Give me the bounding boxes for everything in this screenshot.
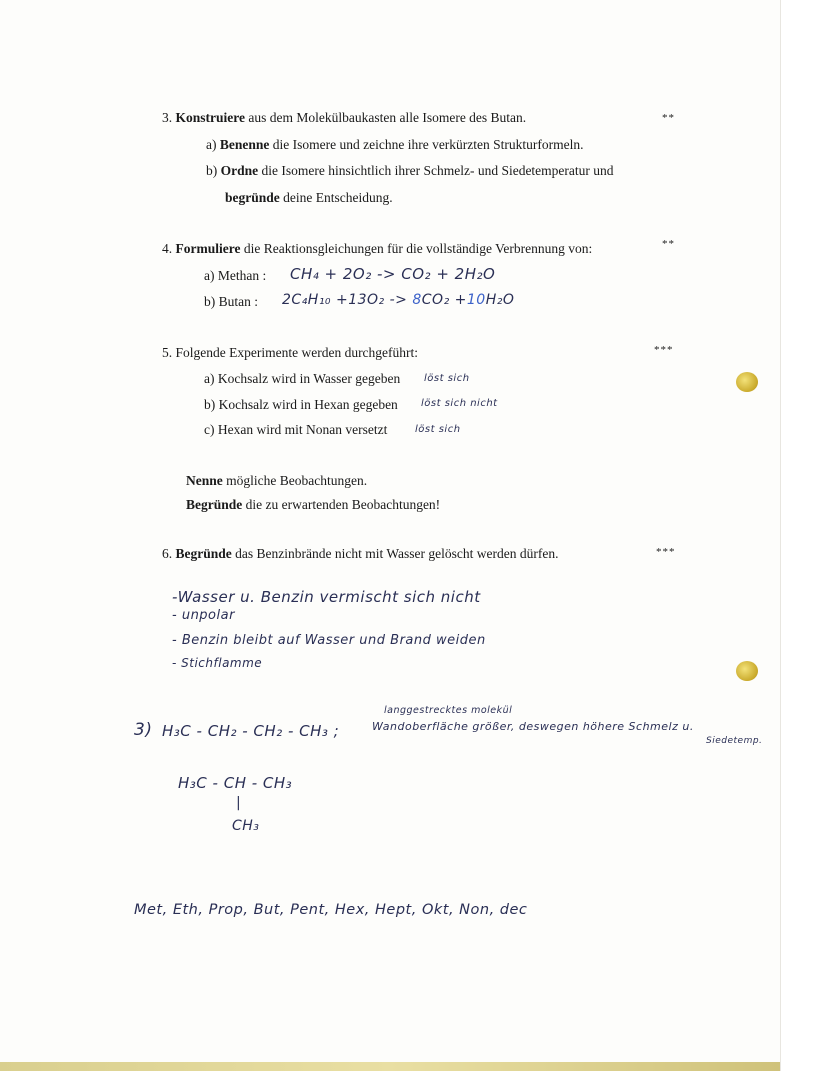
task-3-heading: 3. Konstruiere aus dem Molekülbaukasten alle Isomere des Butan. [162,110,527,125]
task-6-answer-line-2: - unpolar [172,608,235,623]
task-4a-handwritten-answer: CH₄ + 2O₂ -> CO₂ + 2H₂O [290,265,496,283]
task-3-difficulty: ** [662,112,675,124]
task-5a: a) Kochsalz wird in Wasser gegeben [204,371,401,386]
answer-3-bond: | [236,795,242,811]
task-4b-label: b) Butan : [204,294,258,309]
answer-3-isobutane-formula: H₃C - CH - CH₃ [178,774,293,792]
alkane-prefix-list: Met, Eth, Prop, But, Pent, Hex, Hept, Okt, Non, dec [134,902,528,918]
page-bottom-edge [0,1062,780,1071]
answer-3-note-end: Siedetemp. [706,736,763,746]
binder-hole [736,661,758,681]
answer-3-branch: CH₃ [232,818,260,834]
task-5c-handwritten-answer: löst sich [415,424,461,435]
task-3b-continued: begründe deine Entscheidung. [225,190,393,205]
task-5-heading: 5. Folgende Experimente werden durchgeführt: [162,345,419,360]
task-4b-handwritten-answer: 2C₄H₁₀ +13O₂ -> 8CO₂ +10H₂O [282,292,515,308]
task-5b: b) Kochsalz wird in Hexan gegeben [204,397,398,412]
page-edge [780,0,828,1071]
task-6-answer-line-4: - Stichflamme [172,656,263,670]
task-4a-label: a) Methan : [204,268,267,283]
task-5-difficulty: *** [654,344,674,356]
task-6-answer-line-3: - Benzin bleibt auf Wasser und Brand weiden [172,633,486,648]
task-3a: a) Benenne die Isomere und zeichne ihre verkürzten Strukturformeln. [206,137,584,152]
task-5-begruende: Begründe die zu erwartenden Beobachtungen! [186,497,441,512]
task-6-answer-line-1: -Wasser u. Benzin vermischt sich nicht [172,588,481,606]
answer-3-note-top: langgestrecktes molekül [384,705,513,716]
task-5-nenne: Nenne mögliche Beobachtungen. [186,473,368,488]
task-5b-handwritten-answer: löst sich nicht [421,398,498,409]
answer-3-note: Wandoberfläche größer, deswegen höhere Schmelz u. [372,720,694,733]
task-4-heading: 4. Formuliere die Reaktionsgleichungen für die vollständige Verbrennung von: [162,241,593,256]
task-6-heading: 6. Begründe das Benzinbrände nicht mit Wasser gelöscht werden dürfen. [162,546,559,561]
task-3b: b) Ordne die Isomere hinsichtlich ihrer Schmelz- und Siedetemperatur und [206,163,614,178]
binder-hole [736,372,758,392]
answer-3-label: 3) [134,720,153,740]
task-4-difficulty: ** [662,238,675,250]
task-5c: c) Hexan wird mit Nonan versetzt [204,422,388,437]
task-5a-handwritten-answer: löst sich [424,373,470,384]
answer-3-n-butane-formula: H₃C - CH₂ - CH₂ - CH₃ ; [162,722,340,740]
task-6-difficulty: *** [656,546,676,558]
